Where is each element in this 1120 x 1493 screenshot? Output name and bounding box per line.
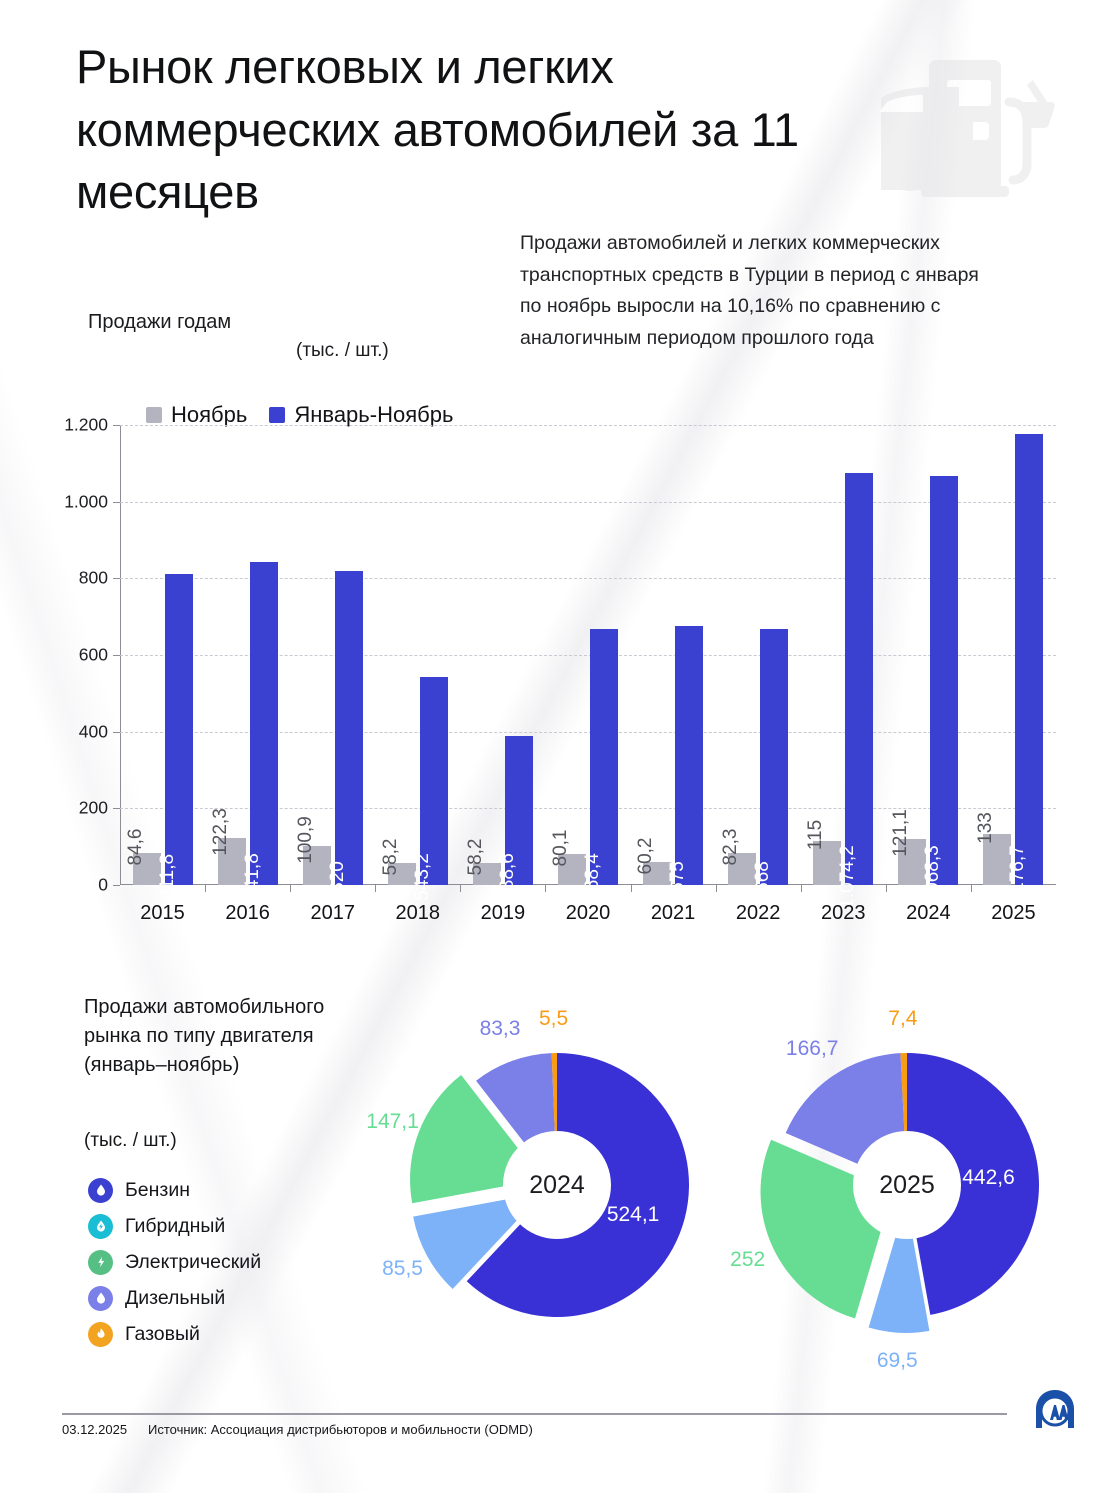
bar-value-label: 388,6 bbox=[496, 853, 518, 901]
bar-value-label: 58,2 bbox=[464, 838, 486, 876]
y-axis-label: 1.000 bbox=[64, 491, 108, 512]
x-axis-label-2020: 2020 bbox=[565, 902, 611, 924]
donut-value-label-2025-3: 166,7 bbox=[785, 1036, 839, 1060]
bar-group-2022 bbox=[716, 425, 801, 924]
bar-group-2018 bbox=[375, 425, 460, 924]
bar-january-november-2025 bbox=[1007, 434, 1043, 909]
bar-january-november-2021 bbox=[667, 626, 703, 893]
bar-group-2019 bbox=[460, 425, 545, 924]
bar-group-2021 bbox=[631, 425, 716, 924]
y-axis-label: 0 bbox=[98, 874, 108, 895]
gas-flame-icon bbox=[88, 1322, 113, 1347]
x-axis-tick bbox=[716, 885, 717, 892]
bar-value-label: 115 bbox=[805, 819, 827, 851]
bar-value-label: 820 bbox=[326, 861, 348, 893]
bar-january-november-2018 bbox=[411, 677, 448, 901]
legend-label-1: Ноябрь bbox=[171, 402, 248, 427]
y-axis-tick bbox=[113, 578, 120, 579]
bar-group-2023 bbox=[801, 425, 886, 924]
y-axis-tick bbox=[113, 502, 120, 503]
bar-value-label: 82,3 bbox=[720, 828, 742, 866]
x-axis-tick bbox=[375, 885, 376, 892]
y-axis-tick bbox=[113, 885, 120, 886]
bar-value-label: 675 bbox=[667, 861, 689, 893]
donut-value-label-2025-4: 7,4 bbox=[888, 1007, 918, 1031]
donut-value-label-2024-3: 83,3 bbox=[479, 1017, 521, 1041]
legend-label-2: Январь-Ноябрь bbox=[294, 402, 454, 427]
fuel-legend-item-5 bbox=[88, 1316, 261, 1352]
donut-value-label-2024-0: 524,1 bbox=[606, 1203, 660, 1227]
y-axis-label: 400 bbox=[78, 721, 108, 742]
x-axis-tick bbox=[460, 885, 461, 892]
bar-value-label: 84,6 bbox=[124, 828, 146, 866]
x-axis-label-2016: 2016 bbox=[225, 902, 270, 924]
anadolu-agency-logo bbox=[1032, 1386, 1078, 1432]
bar-january-november-2020 bbox=[581, 629, 618, 901]
bar-chart-unit: (тыс. / шт.) bbox=[296, 340, 389, 361]
bar-value-label: 841,8 bbox=[241, 853, 263, 901]
subtitle-text: Продажи автомобилей и легких коммерческих транспортных средств в Турции в период с января по ноябрь выросли на 10,16% по сравнению с аналогичным периодом прошлого года bbox=[520, 232, 979, 349]
fuel-legend-item-4 bbox=[88, 1280, 261, 1316]
footer-divider bbox=[62, 1413, 1007, 1415]
fuel-drop-icon bbox=[88, 1178, 113, 1203]
x-axis-tick bbox=[290, 885, 291, 892]
bar-group-2025 bbox=[971, 425, 1056, 924]
x-axis-tick bbox=[886, 885, 887, 892]
fuel-legend-label-4: Дизельный bbox=[125, 1286, 226, 1309]
x-axis-label-2022: 2022 bbox=[735, 902, 781, 924]
bar-value-label: 100,9 bbox=[294, 816, 316, 865]
x-axis-label-2015: 2015 bbox=[140, 902, 185, 924]
fuel-legend-label-1: Бензин bbox=[125, 1178, 191, 1201]
donut-center-year-2024: 2024 bbox=[503, 1131, 611, 1239]
y-axis-tick bbox=[113, 655, 120, 656]
y-axis-label: 800 bbox=[78, 567, 108, 588]
bar-chart bbox=[50, 415, 1070, 935]
bar-value-label: 1.068,3 bbox=[922, 845, 944, 909]
donut-value-label-2024-4: 5,5 bbox=[538, 1007, 569, 1031]
y-axis-label: 200 bbox=[78, 797, 108, 818]
electric-bolt-icon bbox=[88, 1250, 113, 1275]
x-axis-tick bbox=[631, 885, 632, 892]
x-axis-tick bbox=[971, 885, 972, 892]
bar-value-label: 60,2 bbox=[635, 837, 657, 875]
bar-group-2020 bbox=[545, 425, 630, 924]
footer-date: 03.12.2025 bbox=[62, 1422, 128, 1437]
bar-group-2017 bbox=[290, 425, 375, 924]
ev-car-charging-station-icon bbox=[863, 42, 1078, 217]
bar-january-november-2024 bbox=[922, 476, 958, 909]
bar-january-november-2015 bbox=[156, 574, 193, 901]
x-axis-label-2025: 2025 bbox=[991, 902, 1036, 924]
donut-section-unit: (тыс. / шт.) bbox=[84, 1130, 177, 1151]
donut-value-label-2025-1: 69,5 bbox=[876, 1348, 918, 1372]
x-axis-tick bbox=[205, 885, 206, 892]
y-axis-tick bbox=[113, 808, 120, 809]
bar-january-november-2019 bbox=[496, 736, 533, 901]
x-axis-label-2019: 2019 bbox=[480, 902, 526, 924]
bar-value-label: 811,8 bbox=[156, 853, 178, 901]
bar-january-november-2017 bbox=[326, 571, 363, 893]
bar-value-label: 1.176,7 bbox=[1007, 845, 1029, 909]
donut-chart-2025 bbox=[730, 1007, 1072, 1372]
donut-chart-2024 bbox=[366, 1007, 722, 1350]
fuel-type-legend bbox=[88, 1172, 261, 1352]
x-axis-label-2018: 2018 bbox=[395, 902, 441, 924]
donut-value-label-2024-1: 85,5 bbox=[382, 1257, 423, 1281]
diesel-drop-icon bbox=[88, 1286, 113, 1311]
x-axis-label-2023: 2023 bbox=[821, 902, 866, 924]
bar-value-label: 1.074,2 bbox=[837, 845, 859, 909]
bar-group-2015 bbox=[120, 425, 205, 924]
bar-value-label: 122,3 bbox=[209, 808, 231, 856]
donut-center-year-2025: 2025 bbox=[853, 1131, 961, 1239]
bar-chart-caption: Продажи годам bbox=[88, 311, 232, 333]
bar-value-label: 58,2 bbox=[379, 838, 401, 876]
y-axis-label: 1.200 bbox=[64, 414, 108, 435]
bar-value-label: 80,1 bbox=[549, 829, 571, 867]
fuel-legend-item-1 bbox=[88, 1172, 261, 1208]
fuel-legend-label-5: Газовый bbox=[125, 1322, 200, 1345]
y-axis-label: 600 bbox=[78, 644, 108, 665]
bar-january-november-2022 bbox=[752, 629, 788, 893]
bar-group-2024 bbox=[886, 425, 971, 924]
y-axis-tick bbox=[113, 425, 120, 426]
bar-january-november-2023 bbox=[837, 473, 873, 909]
x-axis-label-2021: 2021 bbox=[650, 902, 696, 924]
fuel-legend-item-2 bbox=[88, 1208, 261, 1244]
x-axis-label-2017: 2017 bbox=[310, 902, 355, 924]
footer-source: Источник: Ассоциация дистрибьюторов и мобильности (ODMD) bbox=[148, 1422, 533, 1437]
fuel-legend-label-2: Гибридный bbox=[125, 1214, 226, 1237]
hybrid-bolt-drop-icon bbox=[88, 1214, 113, 1239]
donut-section-caption: Продажи автомобильного рынка по типу двигателя (январь–ноябрь) bbox=[84, 996, 325, 1077]
bar-value-label: 543,2 bbox=[411, 853, 433, 901]
x-axis-label-2024: 2024 bbox=[906, 902, 951, 924]
bar-value-label: 133 bbox=[975, 812, 997, 844]
fuel-legend-item-3 bbox=[88, 1244, 261, 1280]
donut-value-label-2024-2: 147,1 bbox=[366, 1110, 419, 1134]
bar-value-label: 668 bbox=[752, 861, 774, 893]
y-axis-tick bbox=[113, 732, 120, 733]
x-axis-tick bbox=[801, 885, 802, 892]
bar-january-november-2016 bbox=[241, 562, 278, 901]
donut-value-label-2025-0: 442,6 bbox=[962, 1165, 1015, 1189]
bar-group-2016 bbox=[205, 425, 290, 924]
fuel-legend-label-3: Электрический bbox=[125, 1250, 262, 1273]
page-title: Рынок легковых и легких коммерческих автомобилей за 11 месяцев bbox=[76, 40, 799, 218]
x-axis-tick bbox=[545, 885, 546, 892]
donut-value-label-2025-2: 252 bbox=[730, 1247, 766, 1271]
bar-value-label: 121,1 bbox=[890, 808, 912, 857]
bar-value-label: 668,4 bbox=[581, 853, 603, 901]
